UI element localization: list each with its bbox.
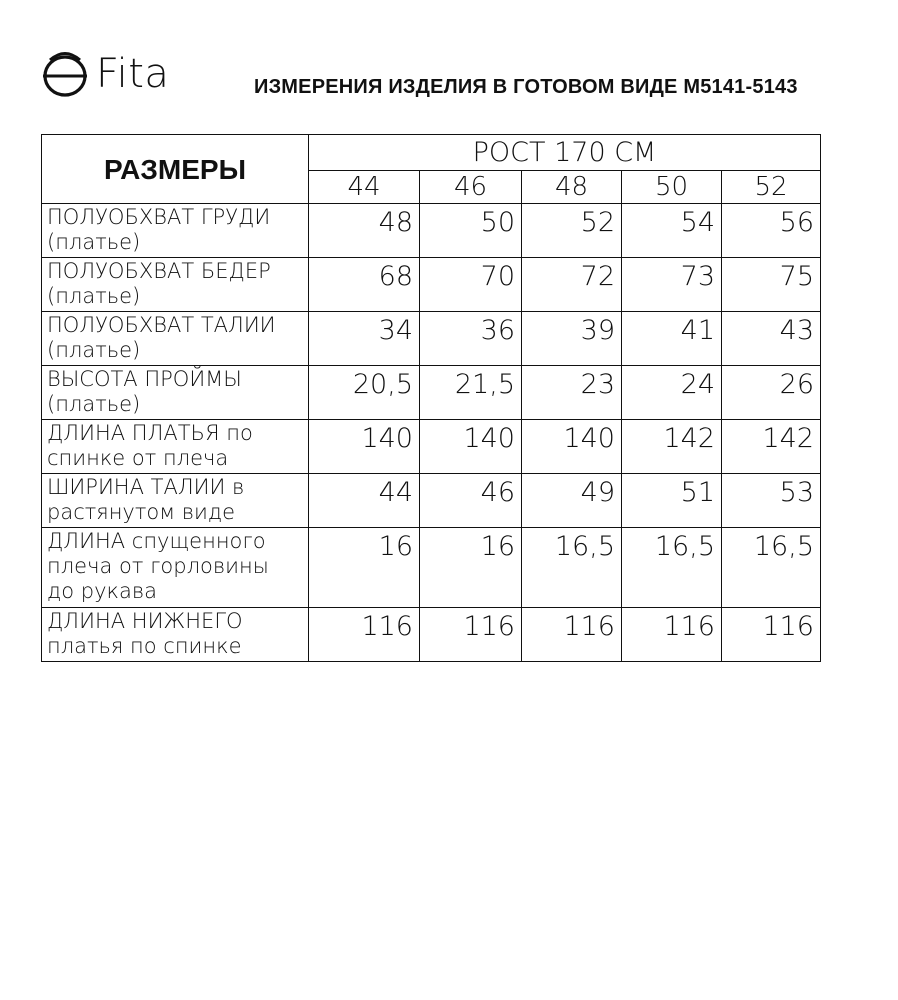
table-row	[42, 420, 821, 474]
measurement-label-line: ДЛИНА НИЖНЕГО	[47, 609, 243, 633]
measurement-value: 26	[722, 366, 821, 420]
measurement-value: 21,5	[420, 366, 522, 420]
measurement-label-line: (платье)	[47, 284, 141, 308]
measurement-value: 116	[722, 608, 821, 662]
measurement-value: 140	[420, 420, 522, 474]
measurement-value: 116	[622, 608, 722, 662]
measurement-value: 116	[309, 608, 420, 662]
measurement-label-line: (платье)	[47, 392, 141, 416]
size-header: 50	[622, 171, 722, 204]
measurement-label-line: ПОЛУОБХВАТ БЕДЕР	[47, 259, 271, 283]
measurement-value: 49	[522, 474, 622, 528]
measurement-value: 43	[722, 312, 821, 366]
measurement-label-line: ПОЛУОБХВАТ ГРУДИ	[47, 205, 271, 229]
measurement-value: 24	[622, 366, 722, 420]
measurement-value: 16	[420, 528, 522, 608]
measurement-label-line: ШИРИНА ТАЛИИ в	[47, 475, 245, 499]
measurement-label	[42, 204, 309, 258]
measurement-value: 72	[522, 258, 622, 312]
measurement-value: 41	[622, 312, 722, 366]
table-row	[42, 204, 821, 258]
table-row	[42, 528, 821, 608]
measurement-value: 53	[722, 474, 821, 528]
measurement-label-line: платья по спинке	[47, 634, 242, 658]
measurement-value: 56	[722, 204, 821, 258]
measurement-label	[42, 312, 309, 366]
size-header: 48	[522, 171, 622, 204]
table-row	[42, 312, 821, 366]
measurement-label-line: спинке от плеча	[47, 446, 229, 470]
measurement-label-line: ДЛИНА ПЛАТЬЯ по	[47, 421, 253, 445]
size-header: 52	[722, 171, 821, 204]
measurement-label-line: до рукава	[47, 579, 158, 603]
brand-logo	[40, 48, 169, 100]
measurement-value: 70	[420, 258, 522, 312]
measurement-label-line: (платье)	[47, 230, 141, 254]
measurement-value: 54	[622, 204, 722, 258]
measurement-value: 39	[522, 312, 622, 366]
measurement-label	[42, 608, 309, 662]
measurement-value: 16,5	[622, 528, 722, 608]
measurement-label-line: растянутом виде	[47, 500, 236, 524]
measurement-value: 16,5	[522, 528, 622, 608]
measurement-value: 46	[420, 474, 522, 528]
measurement-value: 68	[309, 258, 420, 312]
size-header: 44	[309, 171, 420, 204]
document-title: ИЗМЕРЕНИЯ ИЗДЕЛИЯ В ГОТОВОМ ВИДЕ М5141-5143	[254, 76, 798, 98]
measurement-label-line: ДЛИНА спущенного	[47, 529, 266, 553]
measurement-value: 51	[622, 474, 722, 528]
table-row	[42, 474, 821, 528]
growth-header: РОСТ 170 СМ	[309, 135, 821, 171]
measurement-value: 16,5	[722, 528, 821, 608]
measurement-value: 140	[309, 420, 420, 474]
measurement-label-line: ПОЛУОБХВАТ ТАЛИИ	[47, 313, 276, 337]
measurement-label-line: (платье)	[47, 338, 141, 362]
header-row	[42, 135, 821, 171]
table-row	[42, 366, 821, 420]
measurement-value: 140	[522, 420, 622, 474]
measurement-value: 44	[309, 474, 420, 528]
measurement-value: 23	[522, 366, 622, 420]
measurement-label	[42, 366, 309, 420]
measurement-value: 20,5	[309, 366, 420, 420]
measurement-label	[42, 474, 309, 528]
measurement-value: 116	[522, 608, 622, 662]
size-chart-table	[41, 134, 821, 662]
measurement-value: 142	[622, 420, 722, 474]
measurement-label	[42, 420, 309, 474]
fita-logo-icon	[40, 49, 90, 99]
measurement-value: 48	[309, 204, 420, 258]
sizes-header: РАЗМЕРЫ	[42, 135, 309, 204]
size-header: 46	[420, 171, 522, 204]
measurement-label	[42, 258, 309, 312]
measurement-label	[42, 528, 309, 608]
measurement-value: 50	[420, 204, 522, 258]
measurement-value: 73	[622, 258, 722, 312]
measurement-label-line: плеча от горловины	[47, 554, 269, 578]
measurement-value: 75	[722, 258, 821, 312]
measurement-label-line: ВЫСОТА ПРОЙМЫ	[47, 367, 242, 391]
measurement-value: 34	[309, 312, 420, 366]
measurement-value: 36	[420, 312, 522, 366]
table-row	[42, 608, 821, 662]
logo-text: Fita	[96, 51, 170, 97]
measurement-value: 116	[420, 608, 522, 662]
measurement-value: 142	[722, 420, 821, 474]
measurement-value: 52	[522, 204, 622, 258]
measurement-value: 16	[309, 528, 420, 608]
table-row	[42, 258, 821, 312]
